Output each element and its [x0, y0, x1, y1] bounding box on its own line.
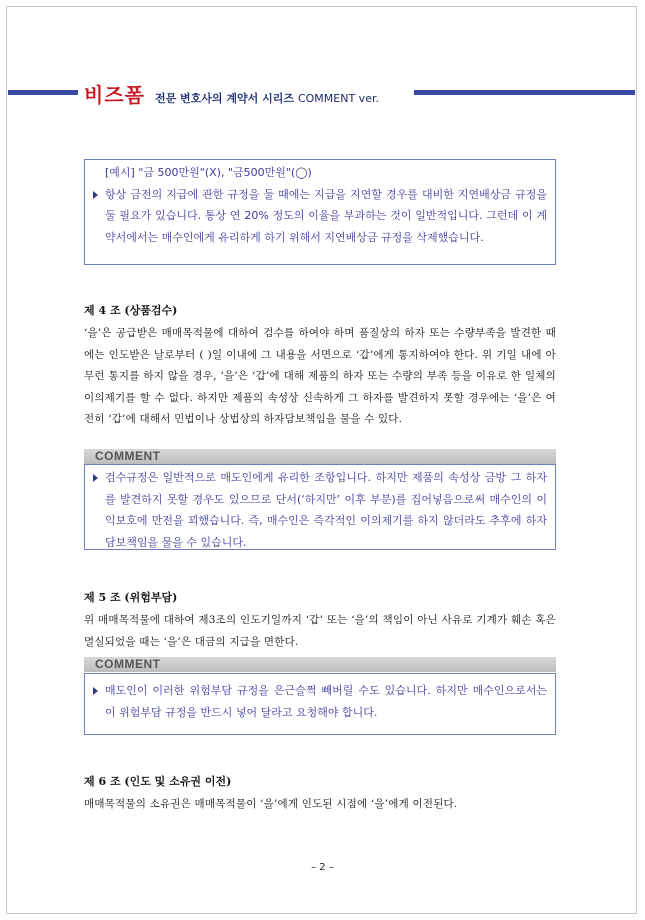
note-box-delay-damages — [84, 159, 556, 265]
bullet-triangle-icon — [93, 687, 98, 695]
comment-box-inspection — [84, 464, 556, 550]
comment-label: COMMENT — [95, 657, 161, 671]
comment-bullet-text: 검수규정은 일반적으로 매도인에게 유리한 조항입니다. 하지만 제품의 속성상 금방 그 하자를 발견하지 못할 경우도 있으므로 단서(‘하지만’ 이후 부분)를 집어넣음으로써 매수인의 이익보호에 만전을 꾀했습니다. 즉, 매수인은 즉각적인 이의제기를 하지 않더라도 추후에 하자담보책임을 물을 수 있습니다. — [105, 471, 547, 549]
header-rule-right — [414, 90, 635, 95]
comment-bullet — [93, 680, 547, 723]
comment-bullet-text: 매도인이 이러한 위험부담 규정을 은근슬쩍 빼버릴 수도 있습니다. 하지만 매수인으로서는 이 위험부담 규정을 반드시 넣어 달라고 요청해야 합니다. — [105, 684, 547, 719]
comment-label: COMMENT — [95, 449, 161, 463]
article-4-title: 제 4 조 (상품검수) — [84, 304, 178, 317]
document-header — [84, 79, 379, 107]
article-4-body: ‘을’은 공급받은 매매목적물에 대하여 검수를 하여야 하며 품질상의 하자 또는 수량부족을 발견한 때에는 인도받은 날로부터 ( )일 이내에 그 내용을 서면으로 ‘갑’에게 통지하여야 한다. 위 기일 내에 아무런 통지를 하지 않을 경우, ‘을’은 ‘갑’에 대해 제품의 하자 또는 수량의 부족 등을 이유로 한 일체의 이의제기를 할 수 없다. 하지만 제품의 속성상 신속하게 그 하자를 발견하지 못할 경우에는 ‘을’은 여전히 ‘갑’에 대해서 민법이나 상법상의 하자담보책임을 물을 수 있다. — [84, 327, 556, 425]
series-title: 전문 변호사의 계약서 시리즈 — [154, 92, 294, 105]
comment-bullet — [93, 467, 547, 553]
article-5-title: 제 5 조 (위험부담) — [84, 591, 178, 604]
article-6-title: 제 6 조 (인도 및 소유권 이전) — [84, 775, 232, 788]
article-6-body: 매매목적물의 소유권은 매매목적물이 ‘을’에게 인도된 시점에 ‘을’에게 이전된다. — [84, 798, 458, 810]
example-line: [예시] "금 500만원"(X), "금500만원"(◯) — [105, 166, 312, 179]
comment-box-risk — [84, 673, 556, 735]
note-bullet-text: 항상 금전의 지급에 관한 규정을 둘 때에는 지급을 지연할 경우를 대비한 지연배상금 규정을 둘 필요가 있습니다. 통상 연 20% 정도의 이율을 부과하는 것이 일반적입니다. 그런데 이 계약서에서는 매수인에게 유리하게 하기 위해서 지연배상금 규정을 삭제했습니다. — [105, 187, 547, 244]
note-bullet — [93, 184, 547, 249]
header-rule-left — [8, 90, 78, 95]
brand-logo: 비즈폼 — [84, 83, 145, 107]
bullet-triangle-icon — [93, 474, 98, 482]
article-5-body: 위 매매목적물에 대하여 제3조의 인도기일까지 ‘갑’ 또는 ‘을’의 책임이 아닌 사유로 기계가 훼손 혹은 멸실되었을 때는 ‘을’은 대금의 지급을 면한다. — [84, 614, 556, 648]
bullet-triangle-icon — [93, 191, 98, 199]
page-number: – 2 – — [311, 862, 334, 873]
series-version: COMMENT ver. — [297, 92, 379, 105]
